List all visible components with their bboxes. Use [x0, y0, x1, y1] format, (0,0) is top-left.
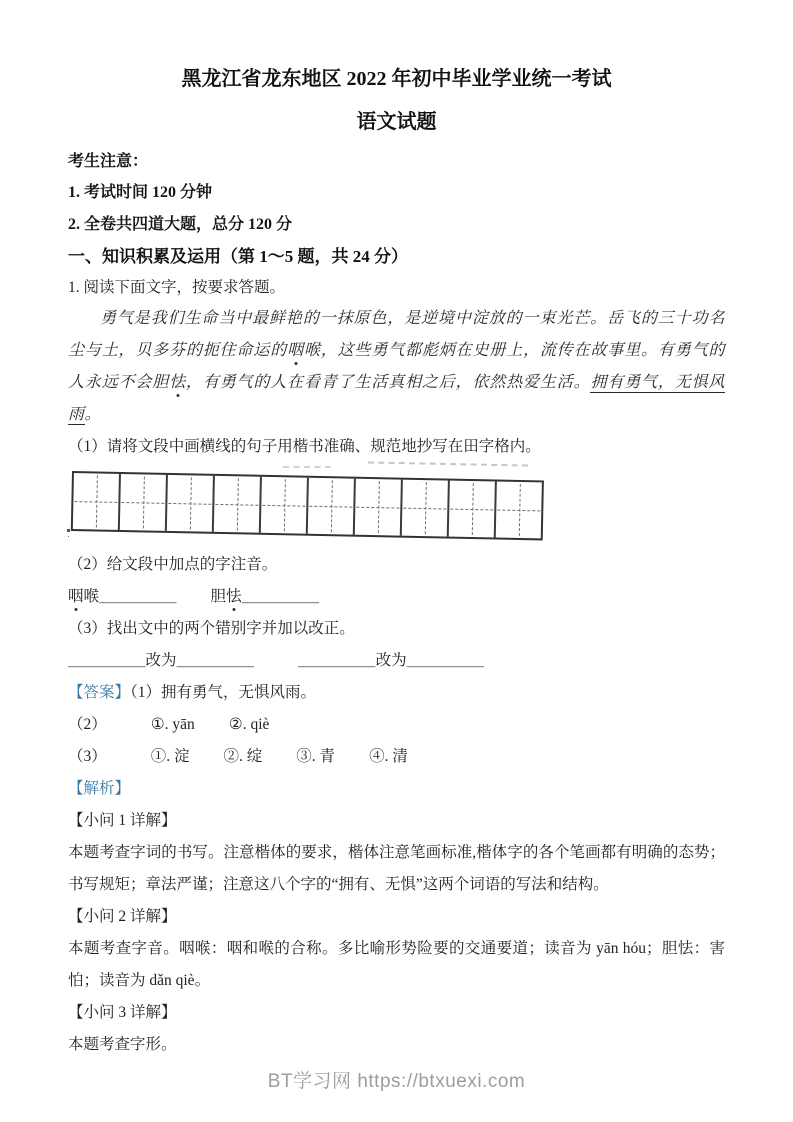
gaiwei-label-1: 改为 — [145, 652, 177, 669]
tianzige-grid — [71, 471, 544, 540]
answer-3-num: （3） — [68, 748, 107, 765]
answer-line-2 — [68, 709, 725, 741]
underlined-sentence: 拥有勇气，无惧风雨 — [68, 374, 725, 423]
question1-passage — [68, 303, 725, 431]
tianzige-cell — [120, 474, 168, 531]
passage-period: 。 — [84, 406, 102, 423]
answer-3-item-4: ④. 清 — [369, 748, 408, 765]
correction-blank-2: ＿＿＿＿＿ — [176, 652, 255, 669]
correction-blank-line — [68, 645, 725, 677]
correction-blank-4: ＿＿＿＿＿ — [406, 652, 485, 669]
detail-2-body: 本题考查字音。咽喉：咽和喉的合称。多比喻形势险要的交通要道；读音为 yān hóu；胆怯：害怕；读音为 dǎn qiè。 — [68, 940, 725, 989]
footer — [0, 1066, 793, 1093]
emphasized-char-qie: 怯 — [169, 374, 186, 391]
word-dan: 胆 — [210, 588, 227, 605]
tianzige-cell — [496, 482, 542, 539]
emphasized-char-yan: 咽 — [287, 342, 304, 359]
tianzige-cell — [73, 473, 121, 530]
notice-item-2: 2. 全卷共四道大题，总分 120 分 — [68, 216, 293, 233]
passage-seg3: ，有勇气的人在看青了生活真相之后，依然热爱生活。 — [185, 374, 591, 391]
sub-question-3-label: （3）找出文中的两个错别字并加以改正。 — [68, 620, 355, 637]
notice-item-1: 1. 考试时间 120 分钟 — [68, 184, 213, 201]
word-yan-dotted: 咽 — [68, 588, 84, 605]
word-qie-dotted: 怯 — [226, 588, 242, 605]
notice-heading: 考生注意： — [68, 153, 149, 170]
answer-tag: 【答案】 — [68, 684, 131, 701]
detail-3-heading: 【小问 3 详解】 — [68, 1004, 177, 1021]
answer-3-item-1: ①. 淀 — [150, 748, 190, 765]
passage-seg1: 勇气是我们生命当中最鲜艳的一抹原色，是逆境中淀放的一束光芒。岳飞的三十功名尘与土，贝多芬的扼住命运的 — [68, 310, 725, 359]
analysis-tag: 【解析】 — [68, 780, 131, 797]
answer-3-item-3: ③. 青 — [296, 748, 336, 765]
detail-3-body: 本题考查字形。 — [68, 1036, 177, 1053]
tianzige-grid-area — [68, 465, 725, 549]
section1-heading: 一、知识积累及运用（第 1～5 题，共 24 分） — [68, 247, 408, 266]
question1-stem: 1. 阅读下面文字，按要求答题。 — [68, 279, 286, 296]
answer-line-1 — [68, 677, 725, 709]
tianzige-cell — [402, 480, 450, 537]
correction-blank-1: ＿＿＿＿＿ — [68, 652, 146, 669]
detail-1-body: 本题考查字词的书写。注意楷体的要求，楷体注意笔画标准,楷体字的各个笔画都有明确的态势；书写规矩；章法严谨；注意这八个字的“拥有、无惧”这两个词语的写法和结构。 — [68, 844, 725, 893]
document-title: 黑龙江省龙东地区 2022 年初中毕业学业统一考试 — [181, 68, 612, 90]
tianzige-cell — [167, 475, 215, 532]
word-hou: 喉 — [83, 588, 100, 605]
pinyin-blank-2: ＿＿＿＿＿ — [241, 588, 320, 605]
answer-2-item-2: ②. qiè — [228, 716, 270, 733]
tianzige-cell — [308, 478, 356, 535]
tianzige-cell — [214, 476, 262, 533]
correction-blank-3: ＿＿＿＿＿ — [298, 652, 376, 669]
pinyin-blank-1: ＿＿＿＿＿ — [99, 588, 177, 605]
detail-1-heading: 【小问 1 详解】 — [68, 812, 177, 829]
answer-2-item-1: ①. yān — [150, 716, 195, 733]
answer-line-3 — [68, 741, 725, 773]
answer-2-num: （2） — [68, 716, 107, 733]
tianzige-cell — [355, 479, 403, 536]
tianzige-cell — [449, 481, 497, 538]
scan-artifact-mark — [67, 529, 70, 532]
answer-3-item-2: ②. 绽 — [223, 748, 263, 765]
tianzige-cell — [261, 477, 309, 534]
footer-site-link[interactable]: BT学习网 https://btxuexi.com — [267, 1071, 526, 1092]
scan-artifact-dashes-2 — [283, 466, 331, 468]
passage-seg2: 喉，这些勇气都彪炳在史册上，流传在故事里。有勇气的人永远不会胆 — [68, 342, 725, 391]
answer-1-text: （1）拥有勇气，无惧风雨。 — [130, 684, 317, 701]
sub-question-1-label: （1）请将文段中画横线的句子用楷书准确、规范地抄写在田字格内。 — [68, 438, 541, 455]
document-subtitle: 语文试题 — [356, 111, 437, 133]
gaiwei-label-2: 改为 — [375, 652, 407, 669]
sub-question-2-label: （2）给文段中加点的字注音。 — [68, 556, 278, 573]
pinyin-answer-line — [68, 581, 725, 613]
detail-2-heading: 【小问 2 详解】 — [68, 908, 177, 925]
